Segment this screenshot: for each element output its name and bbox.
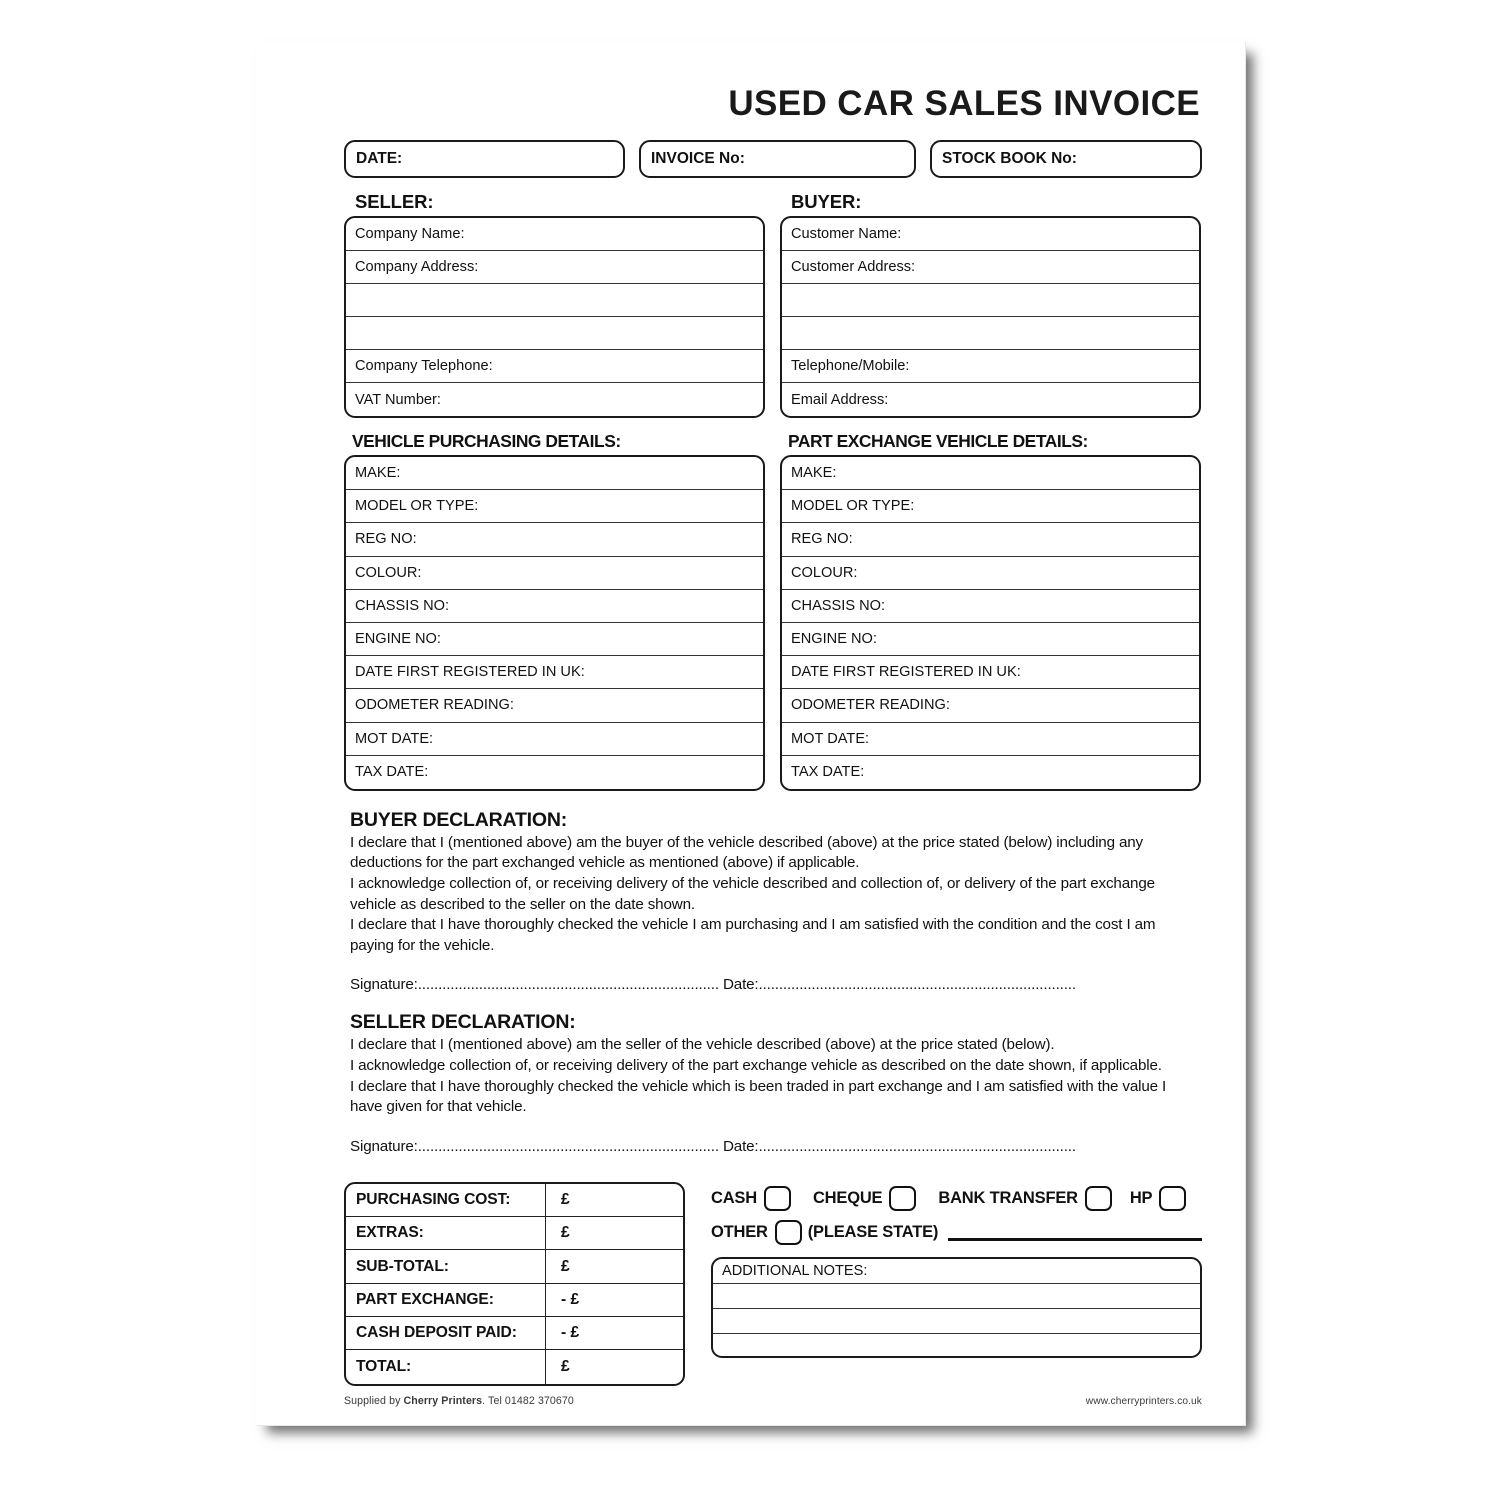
- px-odometer-row[interactable]: [782, 689, 1199, 722]
- footer-supplied-by: [344, 1395, 574, 1407]
- buyer-telephone-row[interactable]: [782, 350, 1199, 383]
- totals-value-cash-deposit-paid[interactable]: - £: [561, 1324, 580, 1342]
- buyer-email-label: Email Address:: [791, 391, 889, 408]
- vp-colour-row[interactable]: [346, 557, 763, 590]
- seller-telephone-row[interactable]: [346, 350, 763, 383]
- buyer-customer-name-row[interactable]: [782, 218, 1199, 251]
- page-title: USED CAR SALES INVOICE: [728, 84, 1200, 123]
- seller-vat-number-label: VAT Number:: [355, 391, 441, 408]
- vp-reg-no-row[interactable]: [346, 523, 763, 556]
- checkbox-cheque[interactable]: [889, 1186, 916, 1211]
- totals-label-cash-deposit-paid: CASH DEPOSIT PAID:: [346, 1317, 546, 1349]
- seller-heading: SELLER:: [355, 191, 434, 212]
- additional-notes-label-row: [713, 1259, 1200, 1284]
- vp-tax-date-row[interactable]: [346, 756, 763, 789]
- px-reg-no-row[interactable]: [782, 523, 1199, 556]
- payment-label-hp: HP: [1129, 1188, 1153, 1207]
- buyer-customer-address-row[interactable]: [782, 251, 1199, 284]
- totals-row-sub-total[interactable]: [346, 1250, 683, 1283]
- totals-value-purchasing-cost[interactable]: £: [561, 1190, 570, 1208]
- top-fields-row: [344, 140, 1202, 178]
- additional-notes-line-1[interactable]: [713, 1284, 1200, 1309]
- vehicle-purchasing-heading: VEHICLE PURCHASING DETAILS:: [352, 431, 621, 451]
- totals-table: [344, 1182, 685, 1386]
- payment-method-zone: [711, 1182, 1202, 1386]
- seller-declaration-body: I declare that I (mentioned above) am the seller of the vehicle described (above) at the price stated (below). I acknowledge collection of, or receiving delivery of the part exchange vehicle as described on the date shown, if applicable. I declare that I have thoroughly checked the vehicle which is been traded in part exchange and I am satisfied with the value I have given for that vehicle.: [350, 1036, 1167, 1116]
- totals-value-sub-total[interactable]: £: [561, 1257, 570, 1275]
- seller-address-line-3-row[interactable]: [346, 317, 763, 350]
- vp-model-label: MODEL OR TYPE:: [355, 498, 479, 515]
- payment-label-other: OTHER: [711, 1222, 768, 1241]
- checkbox-cash[interactable]: [764, 1186, 791, 1211]
- vp-model-row[interactable]: [346, 490, 763, 523]
- part-exchange-box: [780, 455, 1201, 791]
- vp-reg-no-label: REG NO:: [355, 531, 417, 548]
- totals-label-total: TOTAL:: [346, 1350, 546, 1383]
- px-make-row[interactable]: [782, 457, 1199, 490]
- other-please-state-input-line[interactable]: [948, 1224, 1202, 1241]
- vp-tax-date-label: TAX DATE:: [355, 764, 429, 781]
- vp-chassis-no-label: CHASSIS NO:: [355, 597, 450, 614]
- buyer-declaration-title: BUYER DECLARATION:: [350, 808, 568, 831]
- totals-label-extras: EXTRAS:: [346, 1217, 546, 1249]
- totals-value-extras[interactable]: £: [561, 1224, 570, 1242]
- px-engine-no-row[interactable]: [782, 623, 1199, 656]
- part-exchange-heading: PART EXCHANGE VEHICLE DETAILS:: [788, 431, 1088, 451]
- footer-supplied-suffix: . Tel 01482 370670: [482, 1394, 574, 1407]
- invoice-number-field[interactable]: [639, 140, 916, 178]
- vehicle-purchasing-column: [344, 418, 765, 791]
- additional-notes-line-3[interactable]: [713, 1334, 1200, 1358]
- totals-label-part-exchange: PART EXCHANGE:: [346, 1284, 546, 1316]
- px-chassis-no-label: CHASSIS NO:: [791, 597, 886, 614]
- seller-buyer-columns: [344, 178, 1202, 418]
- totals-label-sub-total: SUB-TOTAL:: [346, 1250, 546, 1282]
- vp-engine-no-label: ENGINE NO:: [355, 631, 441, 648]
- px-model-label: MODEL OR TYPE:: [791, 498, 915, 515]
- buyer-column: [780, 178, 1201, 418]
- additional-notes-label: ADDITIONAL NOTES:: [722, 1262, 868, 1279]
- px-mot-date-label: MOT DATE:: [791, 730, 870, 747]
- payment-methods-row-1: [711, 1182, 1202, 1215]
- vp-make-row[interactable]: [346, 457, 763, 490]
- footer-brand-name: Cherry Printers: [403, 1394, 483, 1407]
- buyer-signature-line[interactable]: Signature:.......................................................................... Date:..............................................................................: [350, 976, 1076, 994]
- stock-book-number-label: STOCK BOOK No:: [942, 150, 1077, 167]
- vp-chassis-no-row[interactable]: [346, 590, 763, 623]
- date-field[interactable]: [344, 140, 625, 178]
- seller-column: [344, 178, 765, 418]
- vp-odometer-row[interactable]: [346, 689, 763, 722]
- totals-label-purchasing-cost: PURCHASING COST:: [346, 1184, 546, 1216]
- vp-date-first-registered-row[interactable]: [346, 656, 763, 689]
- date-field-label: DATE:: [356, 150, 403, 167]
- seller-company-name-label: Company Name:: [355, 226, 465, 242]
- additional-notes-line-2[interactable]: [713, 1309, 1200, 1334]
- vp-mot-date-label: MOT DATE:: [355, 730, 434, 747]
- totals-row-total[interactable]: [346, 1350, 683, 1383]
- part-exchange-column: [780, 418, 1201, 791]
- payment-label-cash: CASH: [711, 1188, 757, 1207]
- totals-row-cash-deposit-paid[interactable]: [346, 1317, 683, 1350]
- seller-company-address-label: Company Address:: [355, 259, 479, 275]
- px-engine-no-label: ENGINE NO:: [791, 631, 877, 648]
- vp-odometer-label: ODOMETER READING:: [355, 697, 514, 714]
- please-state-label: (PLEASE STATE): [807, 1222, 939, 1241]
- stock-book-number-field[interactable]: [930, 140, 1202, 178]
- px-reg-no-label: REG NO:: [791, 531, 853, 548]
- px-colour-label: COLOUR:: [791, 564, 858, 581]
- invoice-paper-sheet: [256, 42, 1246, 1426]
- totals-row-part-exchange[interactable]: [346, 1284, 683, 1317]
- px-tax-date-label: TAX DATE:: [791, 764, 865, 781]
- bottom-section: [344, 1182, 1202, 1386]
- buyer-telephone-label: Telephone/Mobile:: [791, 358, 910, 374]
- invoice-content: [344, 86, 1202, 1407]
- invoice-number-label: INVOICE No:: [651, 150, 745, 167]
- vp-colour-label: COLOUR:: [355, 564, 422, 581]
- px-chassis-no-row[interactable]: [782, 590, 1199, 623]
- buyer-box: [780, 216, 1201, 418]
- seller-signature-line[interactable]: Signature:.......................................................................... Date:..............................................................................: [350, 1137, 1076, 1155]
- px-model-row[interactable]: [782, 490, 1199, 523]
- additional-notes-box[interactable]: [711, 1257, 1202, 1358]
- px-mot-date-row[interactable]: [782, 723, 1199, 756]
- seller-vat-number-row[interactable]: [346, 383, 763, 416]
- totals-row-purchasing-cost[interactable]: [346, 1184, 683, 1217]
- seller-company-address-row[interactable]: [346, 251, 763, 284]
- payment-label-cheque: CHEQUE: [812, 1188, 883, 1207]
- px-tax-date-row[interactable]: [782, 756, 1199, 789]
- px-odometer-label: ODOMETER READING:: [791, 697, 950, 714]
- buyer-declaration-body: I declare that I (mentioned above) am the buyer of the vehicle described (above) at the price stated (below) including any deductions for the part exchanged vehicle as mentioned (above) if applicable. I acknowledge collection of, or receiving delivery of the vehicle described and collection of, or delivery of the part exchange vehicle as described to the seller on the date shown. I declare that I have thoroughly checked the vehicle I am purchasing and I am satisfied with the condition and the cost I am paying for the vehicle.: [350, 833, 1156, 954]
- payment-methods-row-2: [711, 1216, 1202, 1249]
- buyer-customer-name-label: Customer Name:: [791, 226, 902, 242]
- vp-make-label: MAKE:: [355, 465, 401, 482]
- seller-company-name-row[interactable]: [346, 218, 763, 251]
- buyer-heading: BUYER:: [791, 191, 862, 212]
- px-date-first-registered-row[interactable]: [782, 656, 1199, 689]
- totals-row-extras[interactable]: [346, 1217, 683, 1250]
- checkbox-bank-transfer[interactable]: [1085, 1186, 1112, 1211]
- vp-mot-date-row[interactable]: [346, 723, 763, 756]
- vehicle-details-columns: [344, 418, 1202, 791]
- px-colour-row[interactable]: [782, 557, 1199, 590]
- payment-label-bank-transfer: BANK TRANSFER: [938, 1188, 1078, 1207]
- vehicle-purchasing-box: [344, 455, 765, 791]
- seller-telephone-label: Company Telephone:: [355, 358, 493, 374]
- seller-address-line-2-row[interactable]: [346, 284, 763, 317]
- checkbox-hp[interactable]: [1159, 1186, 1186, 1211]
- seller-declaration-title: SELLER DECLARATION:: [350, 1011, 576, 1034]
- totals-value-total[interactable]: £: [561, 1357, 570, 1375]
- totals-value-part-exchange[interactable]: - £: [561, 1290, 580, 1308]
- seller-box: [344, 216, 765, 418]
- buyer-address-line-2-row[interactable]: [782, 284, 1199, 317]
- vp-engine-no-row[interactable]: [346, 623, 763, 656]
- footer-supplied-prefix: Supplied by: [344, 1394, 404, 1407]
- buyer-customer-address-label: Customer Address:: [791, 259, 916, 275]
- vp-date-first-registered-label: DATE FIRST REGISTERED IN UK:: [355, 664, 585, 681]
- px-date-first-registered-label: DATE FIRST REGISTERED IN UK:: [791, 664, 1021, 681]
- checkbox-other[interactable]: [775, 1220, 802, 1245]
- px-make-label: MAKE:: [791, 465, 837, 482]
- footer-website[interactable]: www.cherryprinters.co.uk: [1085, 1395, 1202, 1407]
- buyer-email-row[interactable]: [782, 383, 1199, 416]
- page-footer: [344, 1395, 1202, 1407]
- buyer-address-line-3-row[interactable]: [782, 317, 1199, 350]
